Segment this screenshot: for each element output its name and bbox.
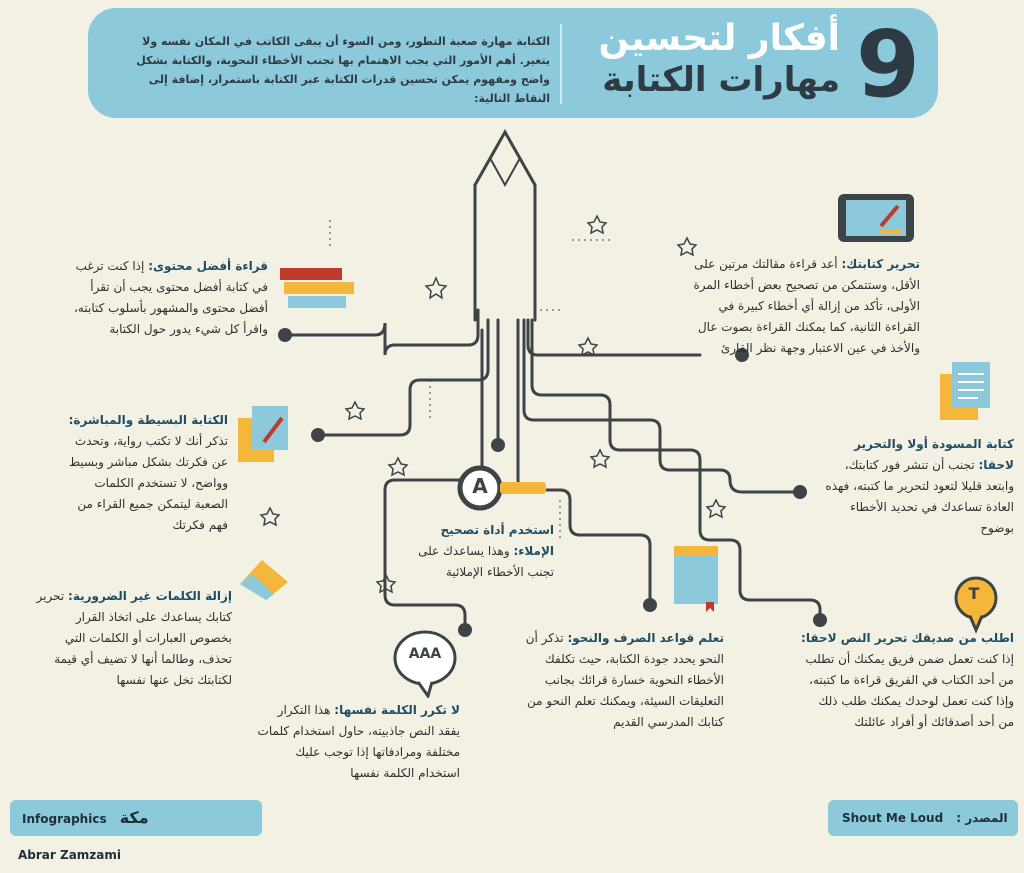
tip-simple-heading: الكتابة البسيطة والمباشرة: xyxy=(68,413,228,427)
grammar-book-icon xyxy=(670,544,722,614)
title-line-2: مهارات الكتابة xyxy=(602,60,840,100)
footer-source xyxy=(828,800,1018,836)
footer-source-name: Shout Me Loud xyxy=(842,811,944,825)
title-line-1: أفكار لتحسين xyxy=(598,18,840,59)
tip-simple xyxy=(62,410,228,536)
tip-friend-body: إذا كنت تعمل ضمن فريق يمكنك أن تطلب من أحد الكتاب في الفريق قراءة ما كتبته، وإذا كنت تعمل لوحدك يمكنك طلب ذلك من أحد أصدقائك أو أفراد عائلتك xyxy=(805,652,1014,729)
tip-edit-heading: تحرير كتابتك: xyxy=(841,257,920,271)
tip-draft-heading: كتابة المسودة أولا والتحرير لاحقا: xyxy=(854,437,1014,472)
tip-grammar-body: تذكر أن النحو يحدد جودة الكتابة، حيث تكلفك الأخطاء النحوية خسارة قرائك بجانب التعليقات السيئة، ويمكنك تعلم النحو من كتابك المدرسي القديم xyxy=(525,631,724,729)
tip-remove-body: تحرير كتابك يساعدك على اتخاذ القرار بخصوص العبارات أو الكلمات التي تحذف، وطالما أنها لا تضيف أي قيمة لكتابتك تخل عنها نفسها xyxy=(36,589,232,687)
tip-grammar-heading: تعلم قواعد الصرف والنحو: xyxy=(567,631,724,645)
tip-friend xyxy=(800,628,1014,733)
tip-grammar xyxy=(520,628,724,733)
documents-icon xyxy=(938,360,994,422)
tablet-edit-icon xyxy=(836,192,916,244)
friend-bubble-letter: T xyxy=(968,584,980,603)
footer-infographics-label: Infographics xyxy=(22,812,107,826)
tip-friend-heading: اطلب من صديقك تحرير النص لاحقا: xyxy=(801,631,1014,645)
tip-remove-heading: إزالة الكلمات غير الضرورية: xyxy=(68,589,232,603)
footer-brand-logo: مكة xyxy=(119,808,149,827)
tip-edit xyxy=(690,254,920,359)
footer-credits xyxy=(10,800,262,862)
books-icon xyxy=(278,266,358,314)
notes-edit-icon xyxy=(236,404,294,466)
intro-text: الكتابة مهارة صعبة التطور، ومن السوء أن يبقى الكاتب في المكان نفسه ولا يتغير. أهم الأمور التي يجب الاهتمام بها تجنب الأخطاء النحوية، والكتابة بشكل واضح ومفهوم يمكن تحسين قدرات الكتابة عبر الكتابة باستمرار، إضافة إلى النقاط التالية: xyxy=(136,35,550,105)
tip-spellcheck-body: وهذا يساعدك على تجنب الأخطاء الإملائية xyxy=(418,544,554,579)
speech-bubble-text: AAA xyxy=(408,646,442,662)
tip-simple-body: تذكر أنك لا تكتب رواية، وتحدث عن فكرتك بشكل مباشر وبسيط وواضح، لا تستخدم الكلمات الصعبة ليتمكن جميع القراء من فهم فكرتك xyxy=(69,434,228,532)
header-divider xyxy=(560,24,562,104)
speech-bubble-icon xyxy=(392,628,458,698)
footer-author: Abrar Zamzami xyxy=(18,848,121,862)
footer-source-label: المصدر : xyxy=(956,811,1008,825)
eraser-icon xyxy=(236,554,292,602)
tip-spellcheck-heading: استخدم أداة تصحيح الإملاء: xyxy=(440,523,554,558)
tip-reading-body: إذا كنت ترغب في كتابة أفضل محتوى يجب أن تقرأ أفضل محتوى والمشهور بأسلوب كتابته، واقرأ كل شيء يدور حول الكتابة xyxy=(74,259,268,336)
tip-reading-heading: قراءة أفضل محتوى: xyxy=(148,259,268,273)
tip-repeat-heading: لا تكرر الكلمة نفسها: xyxy=(334,703,460,717)
tip-edit-body: أعد قراءة مقالتك مرتين على الأقل، وستتمكن من تصحيح بعض أخطاء المرة الأولى، تأكد من إزالة أي أخطاء كبيرة في القراءة الثانية، كما يمكنك القراءة بصوت عال والأخذ في عين الاعتبار وجهة نظر القارئ xyxy=(693,257,920,355)
tip-spellcheck xyxy=(396,520,554,583)
tip-draft xyxy=(818,434,1014,539)
title-number: 9 xyxy=(855,11,920,118)
tip-remove xyxy=(36,586,232,691)
tip-draft-body: تجنب أن تنشر فور كتابتك، وابتعد قليلا لتعود لتحرير ما كتبته، فهذه العادة تساعدك في تحديد الأخطاء بوضوح xyxy=(825,458,1014,535)
tip-repeat-body: هذا التكرار يفقد النص جاذبيته، حاول استخدام كلمات مختلفة ومرادفاتها إذا توجب عليك استخدام الكلمة نفسها xyxy=(257,703,460,780)
tip-repeat xyxy=(254,700,460,784)
tip-reading xyxy=(62,256,268,340)
spellcheck-letter: A xyxy=(472,474,488,498)
